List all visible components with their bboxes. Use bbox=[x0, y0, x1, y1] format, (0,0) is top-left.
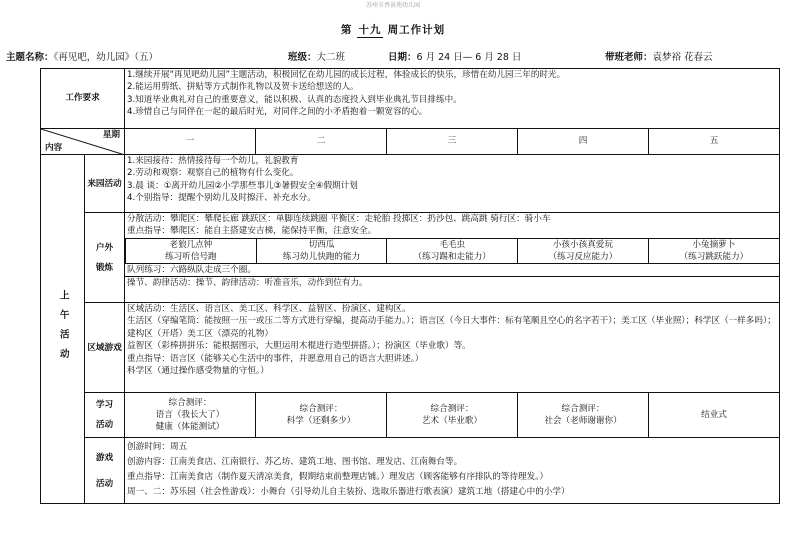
title-week: 十九 bbox=[358, 24, 382, 36]
learning-cell-thu bbox=[518, 393, 649, 438]
header-watermark: 苏州市香景苑幼儿园 bbox=[365, 2, 420, 9]
date-value: 6 月 24 日— 6 月 28 日 bbox=[416, 52, 522, 63]
outdoor-game bbox=[387, 238, 518, 263]
game-name: 老狼几点钟 bbox=[169, 239, 213, 250]
outdoor-label-line: 户外 bbox=[95, 242, 114, 253]
zone-games-label-text: 区域游戏 bbox=[87, 342, 122, 353]
arrival-line: 3.晨 谈：①离开幼儿园②小学那些事儿③暑假安全④假期计划 bbox=[127, 180, 358, 191]
learning-text: 社会（老师谢谢你） bbox=[544, 416, 622, 426]
outdoor-zones: 分散活动：攀爬区：攀爬长廊 跳跃区：单脚连续跳圈 平衡区：走轮胎 投掷区：扔沙包、跳高跳 骑行区：骑小车 bbox=[127, 214, 551, 224]
theme-label: 主题名称： bbox=[6, 52, 54, 63]
outdoor-exercise: 操节、韵律活动：操节、韵律活动：听准音乐，动作到位有力。 bbox=[127, 278, 368, 289]
outdoor-game bbox=[648, 238, 779, 263]
learning-cell-tue bbox=[256, 393, 387, 438]
arrival-label: 来园活动 bbox=[85, 155, 125, 213]
learning-text: 综合测评： bbox=[168, 398, 212, 408]
learning-cell-fri bbox=[649, 393, 780, 438]
class-value: 大二班 bbox=[316, 52, 346, 63]
play-content bbox=[125, 438, 780, 504]
play-line: 创游时间：周五 bbox=[127, 442, 188, 452]
learning-text: 综合测评： bbox=[561, 404, 605, 414]
learning-text: 综合测评： bbox=[299, 404, 343, 414]
outdoor-games-row bbox=[125, 238, 779, 264]
morning-section-label bbox=[41, 155, 85, 504]
weekday-header: 三 bbox=[387, 129, 518, 155]
requirement-line: 2.能运用剪纸、拼贴等方式制作礼物以及贺卡送给想送的人。 bbox=[127, 82, 359, 93]
outdoor-game bbox=[126, 238, 257, 263]
arrival-line: 4.个别指导：提醒个别幼儿及时擦汗、补充水分。 bbox=[127, 193, 316, 204]
zone-games-content bbox=[125, 303, 780, 393]
zone-line: 生活区（穿编笔筒：能按照一压一或压二等方式进行穿编，提高动手能力。）；语言区（今日大事件：标有笔顺且空心的名字若干）；美工区（毕业照）；科学区（一样多吗）；建构区（开塔）美工区（漂亮的礼物） bbox=[127, 316, 776, 339]
requirement-line: 4.珍惜自己与同伴在一起的最后时光，对同伴之间的小矛盾抱着一颗宽容的心。 bbox=[127, 107, 428, 118]
play-line: 周一、二：苏乐园（社会性游戏）：小舞台（引导幼儿自主装扮、选取乐器进行歌表演）建筑工地（搭建心中的小学） bbox=[127, 487, 570, 497]
arrival-content bbox=[125, 155, 780, 213]
zone-games-label bbox=[85, 303, 125, 393]
play-line: 创游内容：江南美食店、江南银行、苏乙坊、建筑工地、图书馆、理发店、江南舞台等。 bbox=[127, 457, 463, 467]
play-line: 重点指导：江南美食店（制作夏天清凉美食，假期结束前整理店铺。）理发店（顾客能够有序排队的等待理发。） bbox=[127, 472, 549, 482]
game-name: 毛毛虫 bbox=[439, 239, 466, 250]
requirement-line: 3.知道毕业典礼对自己的重要意义，能以积极、认真的态度投入到毕业典礼节目排练中。 bbox=[127, 94, 462, 105]
requirement-line: 1.继续开展“再见吧幼儿园”主题活动，积极回忆在幼儿园的成长过程，体验成长的快乐，珍惜在幼儿园三年的时光。 bbox=[127, 70, 566, 80]
learning-label bbox=[85, 393, 125, 438]
class-label: 班级： bbox=[288, 52, 317, 63]
game-goal: （练习踢和走能力） bbox=[413, 251, 491, 262]
zone-line: 重点指导：语言区（能够关心生活中的事件，并愿意用自己的语言大胆讲述。） bbox=[127, 353, 424, 364]
theme-info bbox=[6, 49, 158, 63]
game-goal: 练习幼儿快跑的能力 bbox=[282, 251, 361, 262]
game-goal: （练习反应能力） bbox=[548, 251, 618, 262]
learning-text: 科学（还剩多少） bbox=[286, 416, 356, 426]
learning-text: 语言（我长大了） bbox=[155, 410, 225, 420]
weekday-header: 二 bbox=[256, 129, 387, 155]
outdoor-label-line: 锻炼 bbox=[95, 262, 114, 273]
teacher-value: 袁梦裕 花春云 bbox=[652, 52, 713, 63]
outdoor-queue: 队列练习：六路纵队走成三个圈。 bbox=[125, 264, 779, 277]
date-label: 日期： bbox=[388, 52, 417, 63]
zone-line: 科学区（通过操作感受物量的守恒。） bbox=[127, 366, 269, 377]
weekday-header: 五 bbox=[649, 129, 780, 155]
class-info bbox=[288, 49, 345, 63]
weekday-corner-top: 星期 bbox=[102, 130, 121, 140]
page-title bbox=[0, 22, 786, 38]
learning-text: 艺术（毕业歌） bbox=[421, 416, 483, 426]
weekday-header: 一 bbox=[125, 129, 256, 155]
play-label bbox=[85, 438, 125, 504]
title-prefix: 第 bbox=[340, 24, 353, 36]
weekly-plan-table bbox=[40, 68, 780, 504]
learning-label-line: 学习 bbox=[95, 400, 114, 410]
teacher-label: 带班老师： bbox=[605, 52, 653, 63]
zone-line: 益智区（彩棒拼拼乐：能根据图示，大胆运用木棍进行造型拼搭。）；扮演区（毕业歌）等。 bbox=[127, 341, 471, 352]
date-info bbox=[388, 49, 521, 63]
title-suffix: 周工作计划 bbox=[387, 24, 446, 36]
learning-cell-mon bbox=[125, 393, 256, 438]
zone-line: 区域活动：生活区、语言区、美工区、科学区、益智区、扮演区、建构区。 bbox=[127, 304, 411, 314]
learning-label-line: 活动 bbox=[95, 420, 114, 430]
requirements-content bbox=[125, 69, 780, 129]
weekday-header: 四 bbox=[518, 129, 649, 155]
learning-text: 综合测评： bbox=[430, 404, 474, 414]
morning-label: 上午活动 bbox=[57, 290, 69, 368]
weekday-corner-cell bbox=[41, 129, 125, 155]
game-goal: （练习跳跃能力） bbox=[679, 251, 749, 262]
arrival-line: 1.来园接待：热情接待每一个幼儿，礼貌教育 bbox=[127, 156, 299, 166]
outdoor-label bbox=[85, 213, 125, 303]
game-goal: 练习听信号跑 bbox=[165, 251, 217, 262]
theme-value: 《再见吧，幼儿园》（五） bbox=[53, 52, 159, 63]
learning-text: 健康（体能测试） bbox=[155, 422, 225, 432]
play-label-line: 游戏 bbox=[95, 452, 114, 463]
learning-text: 结业式 bbox=[701, 409, 727, 420]
arrival-line: 2.劳动和观察：观察自己的植物有什么变化。 bbox=[127, 168, 299, 179]
outdoor-game bbox=[256, 238, 387, 263]
learning-cell-wed bbox=[387, 393, 518, 438]
weekday-corner-bottom: 内容 bbox=[45, 142, 63, 153]
teacher-info bbox=[605, 49, 713, 63]
outdoor-content bbox=[125, 213, 780, 303]
outdoor-game bbox=[518, 238, 649, 263]
game-name: 切西瓜 bbox=[308, 239, 335, 250]
requirements-label: 工作要求 bbox=[41, 69, 125, 129]
game-name: 小孩小孩真爱玩 bbox=[552, 239, 613, 250]
game-name: 小兔摘萝卜 bbox=[692, 239, 736, 250]
play-label-line: 活动 bbox=[95, 478, 114, 489]
outdoor-focus: 重点指导：攀爬区：能自主搭建安吉梯，能保持平衡，注意安全。 bbox=[127, 226, 377, 237]
